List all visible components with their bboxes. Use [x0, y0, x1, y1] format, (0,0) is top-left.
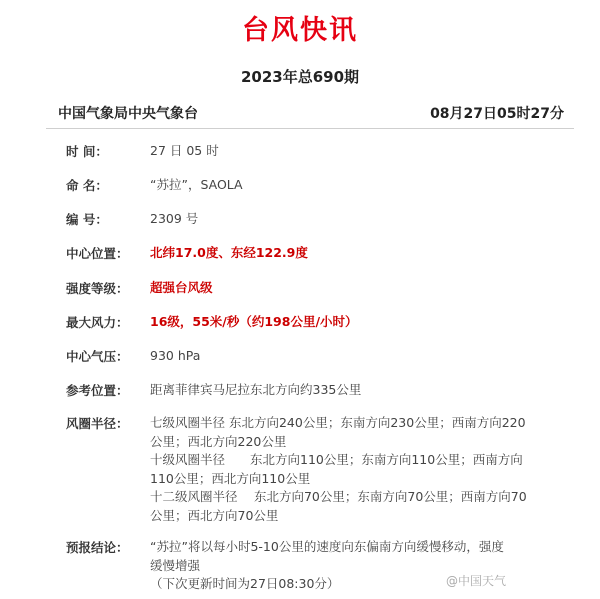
- wind-radius-line: 公里；西北方向220公里: [150, 433, 287, 449]
- field-value: 距离菲律宾马尼拉东北方向约335公里: [150, 382, 362, 397]
- field-value: 930 hPa: [150, 348, 201, 363]
- wind-radius-line: 七级风圈半径 东北方向240公里；东南方向230公里；西南方向220: [150, 415, 526, 430]
- field-value: 16级，55米/秒（约198公里/小时）: [150, 314, 358, 329]
- bulletin-title: 台风快讯: [242, 15, 358, 46]
- field-value: 2309 号: [150, 211, 199, 226]
- wind-radius-line: 十级风圈半径 东北方向110公里；东南方向110公里；西南方向: [150, 452, 523, 467]
- agency-name: 中国气象局中央气象台: [58, 106, 198, 122]
- bulletin-timestamp: 08月27日05时27分: [430, 106, 564, 122]
- conclusion-line: （下次更新时间为27日08:30分）: [150, 576, 340, 591]
- wind-radius-line: 公里；西北方向70公里: [150, 507, 279, 523]
- wind-radius-line: 十二级风圈半径 东北方向70公里；东南方向70公里；西南方向70: [150, 489, 527, 504]
- field-value: 北纬17.0度、东经122.9度: [150, 245, 308, 260]
- field-value: 超强台风级: [150, 280, 213, 295]
- source-watermark: @中国天气: [446, 574, 507, 588]
- field-value: [150, 414, 556, 525]
- field-label: 中心气压：: [66, 349, 129, 364]
- field-label: 参考位置：: [66, 383, 129, 398]
- header-divider: [46, 128, 574, 129]
- field-label: 命 名：: [66, 178, 108, 193]
- field-label: 编 号：: [66, 212, 108, 227]
- wind-radius-line: 110公里；西北方向110公里: [150, 470, 311, 486]
- conclusion-line: 缓慢增强: [150, 557, 201, 573]
- field-label: 强度等级：: [66, 281, 129, 296]
- field-label: 时 间：: [66, 144, 108, 159]
- field-label: 最大风力：: [66, 315, 129, 330]
- field-value: “苏拉”，SAOLA: [150, 177, 243, 192]
- conclusion-line: “苏拉”将以每小时5-10公里的速度向东偏南方向缓慢移动，强度: [150, 539, 504, 554]
- issue-number: 2023年总690期: [240, 68, 360, 86]
- field-label: 中心位置：: [66, 246, 129, 261]
- field-value: 27 日 05 时: [150, 143, 219, 158]
- bulletin-header: [58, 103, 564, 123]
- field-label: 预报结论：: [66, 540, 129, 555]
- field-label: 风圈半径：: [66, 416, 129, 431]
